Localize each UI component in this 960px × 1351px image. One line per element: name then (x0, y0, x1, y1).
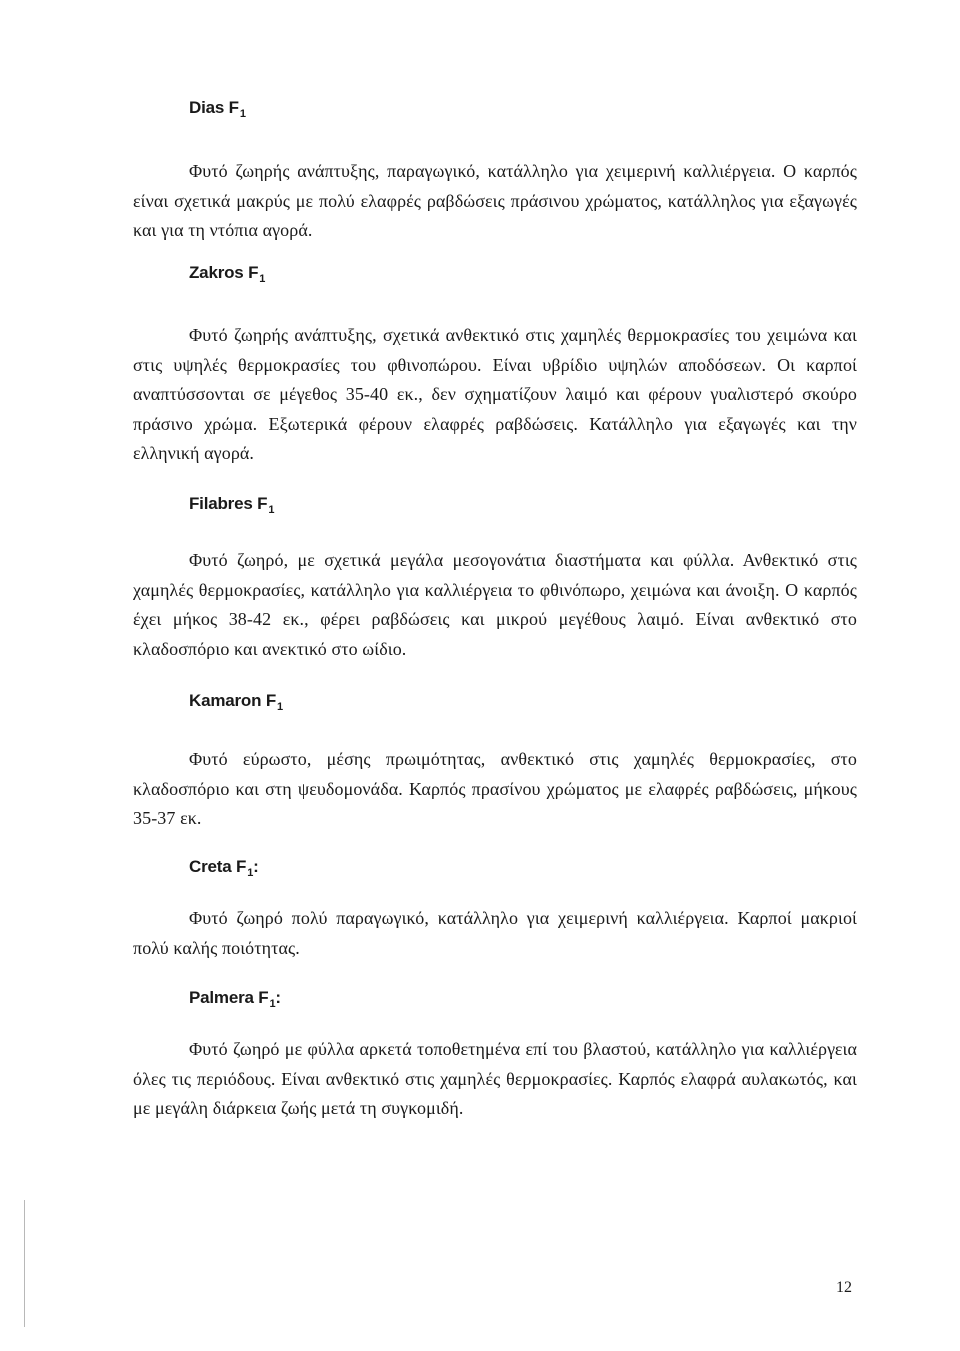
variety-subscript: 1 (269, 998, 276, 1010)
variety-suffix: F (236, 857, 247, 876)
variety-suffix: F (257, 494, 268, 513)
variety-description: Φυτό ζωηρό με φύλλα αρκετά τοποθετημένα επί του βλαστού, κατάλληλο για καλλιέργεια όλες τις περιόδους. Είναι ανθεκτικό στις χαμηλές θερμοκρασίες. Καρπός ελαφρά αυλακωτός, και με μεγάλη διάρκεια ζωής μετά τη συγκομιδή. (133, 1039, 857, 1118)
variety-description: Φυτό ζωηρό πολύ παραγωγικό, κατάλληλο για χειμερινή καλλιέργεια. Καρποί μακριοί πολύ καλής ποιότητας. (133, 908, 857, 958)
variety-colon: : (253, 857, 259, 876)
variety-entry-creta (133, 856, 857, 963)
variety-name: Kamaron (189, 691, 262, 710)
variety-description: Φυτό ζωηρό, με σχετικά μεγάλα μεσογονάτια διαστήματα και φύλλα. Ανθεκτικό στις χαμηλές θερμοκρασίες, κατάλληλο για καλλιέργεια το φθινόπωρο, χειμώνα και άνοιξη. Ο καρπός έχει μήκος 38-42 εκ., φέρει ραβδώσεις και μικρού μεγέθους λαιμό. Είναι ανθεκτικό στο κλαδοσπόριο και ανεκτικό στο ωίδιο. (133, 550, 857, 659)
variety-subscript: 1 (247, 867, 254, 879)
variety-heading (133, 987, 857, 1011)
variety-name: Dias (189, 98, 225, 117)
variety-subscript: 1 (259, 273, 266, 285)
variety-colon: : (275, 988, 281, 1007)
variety-name: Filabres (189, 494, 253, 513)
variety-subscript: 1 (277, 701, 283, 713)
variety-name: Palmera (189, 988, 254, 1007)
variety-suffix: F (248, 263, 259, 282)
variety-heading (133, 262, 857, 286)
variety-heading (133, 856, 857, 880)
variety-suffix: F (265, 691, 277, 710)
scan-margin-line (24, 1200, 25, 1327)
variety-suffix: F (258, 988, 269, 1007)
variety-heading (133, 493, 857, 517)
variety-description: Φυτό ζωηρής ανάπτυξης, σχετικά ανθεκτικό στις χαμηλές θερμοκρασίες του χειμώνα και στις υψηλές θερμοκρασίες του φθινοπώρου. Είναι υβρίδιο υψηλών αποδόσεων. Οι καρποί αναπτύσσονται σε μέγεθος 35-40 εκ., δεν σχηματίζουν λαιμό και φέρουν γυαλιστερό σκούρο πράσινο χρώμα. Εξωτερικά φέρουν ελαφρές ραβδώσεις. Κατάλληλο για εξαγωγές και την ελληνική αγορά. (133, 325, 857, 463)
variety-entry-palmera (133, 987, 857, 1124)
variety-name: Creta (189, 857, 232, 876)
variety-entry-kamaron (133, 690, 857, 834)
variety-entry-filabres (133, 493, 857, 664)
variety-name: Zakros (189, 263, 244, 282)
variety-subscript: 1 (239, 108, 246, 120)
variety-subscript: 1 (268, 504, 275, 516)
page-number: 12 (836, 1279, 852, 1296)
variety-description: Φυτό εύρωστο, μέσης πρωιμότητας, ανθεκτικό στις χαμηλές θερμοκρασίες, στο κλαδοσπόριο και στη ψευδομονάδα. Καρπός πρασίνου χρώματος με ελαφρές ραβδώσεις, μήκους 35-37 εκ. (133, 749, 857, 828)
variety-description: Φυτό ζωηρής ανάπτυξης, παραγωγικό, κατάλληλο για χειμερινή καλλιέργεια. Ο καρπός είναι σχετικά μακρύς με πολύ ελαφρές ραβδώσεις πράσινου χρώματος, κατάλληλος για εξαγωγές και για τη ντόπια αγορά. (133, 161, 857, 240)
variety-suffix: F (228, 98, 239, 117)
variety-entry-dias (133, 97, 857, 246)
variety-entry-zakros (133, 262, 857, 469)
variety-heading (133, 97, 857, 121)
variety-heading (133, 690, 857, 714)
